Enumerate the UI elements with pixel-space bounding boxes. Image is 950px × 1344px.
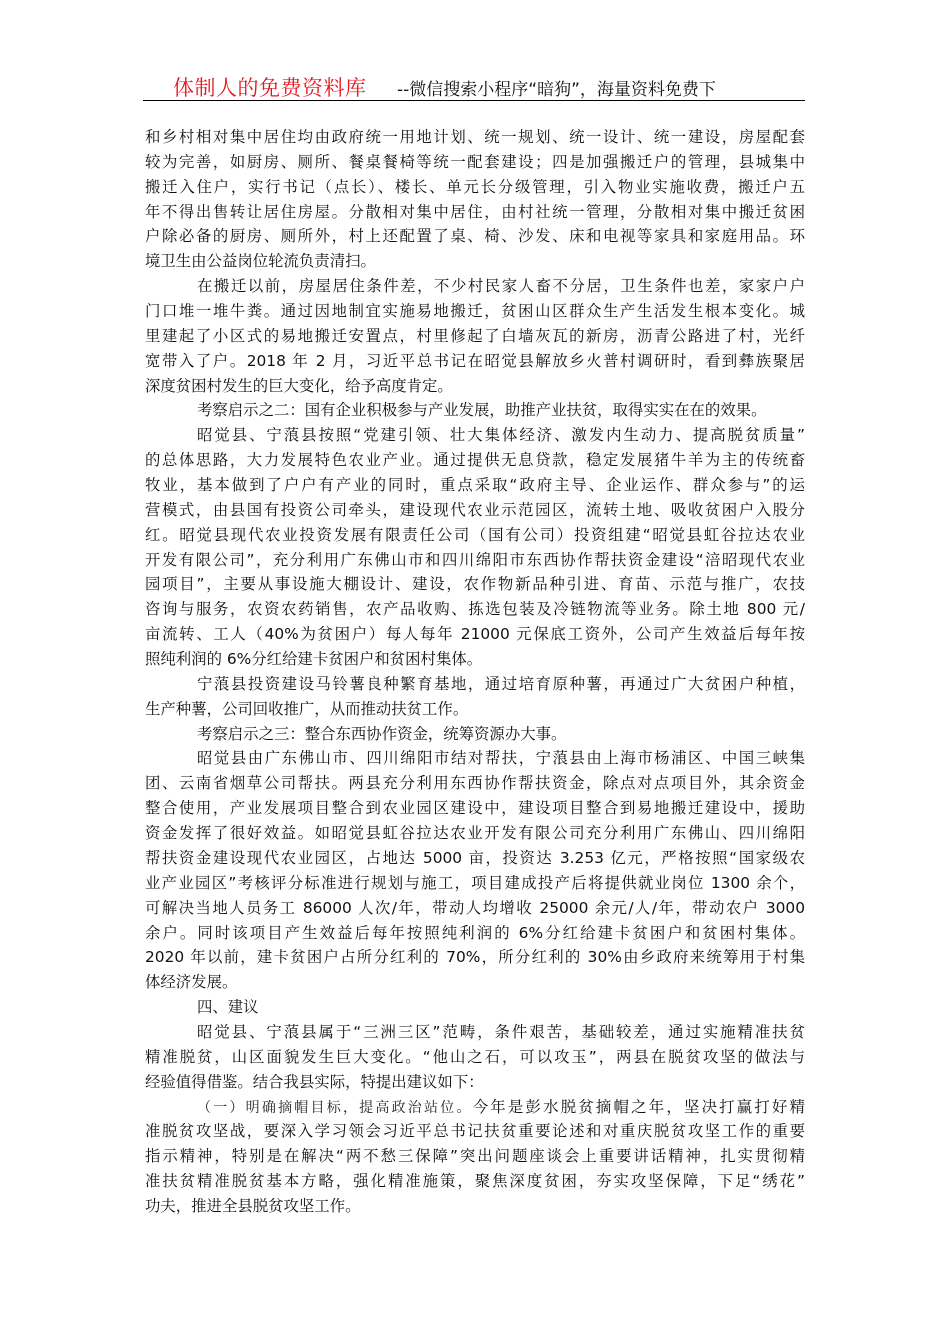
text-line: 亩流转、工人（40%为贫困户）每人每年 21000 元保底工资外，公司产生效益后每年按 — [145, 625, 805, 644]
text-line: 园项目”，主要从事设施大棚设计、建设，农作物新品种引进、育苗、示范与推广，农技 — [145, 575, 805, 594]
text-line: 宁蒗县投资建设马铃薯良种繁育基地，通过培育原种薯，再通过广大贫困户种植， — [197, 674, 805, 693]
header-tagline: --微信搜索小程序“暗狗”，海量资料免费下 — [397, 80, 716, 100]
text-line: 户除必备的厨房、厕所外，村上还配置了桌、椅、沙发、床和电视等家具和家庭用品。环 — [145, 227, 805, 246]
header-divider — [143, 100, 805, 101]
text-line: 开发有限公司”，充分利用广东佛山市和四川绵阳市东西协作帮扶资金建设“涪昭现代农业 — [145, 550, 805, 569]
paragraph — [145, 995, 805, 1020]
page-header — [143, 68, 805, 100]
paragraph — [145, 274, 805, 398]
text-line: 深度贫困村发生的巨大变化，给予高度肯定。 — [145, 376, 453, 395]
text-line: 的总体思路，大力发展特色农业产业。通过提供无息贷款，稳定发展猪牛羊为主的传统畜 — [145, 451, 805, 470]
text-line: 经验值得借鉴。结合我县实际，特提出建议如下： — [145, 1072, 484, 1091]
text-line: 准扶贫精准脱贫基本方略，强化精准施策，聚焦深度贫困，夯实攻坚保障，下足“绣花” — [145, 1172, 805, 1191]
text-line: 咨询与服务，农资农药销售，农产品收购、拣选包装及冷链物流等业务。除土地 800 元/ — [145, 600, 805, 619]
recommendation-heading: （一）明确摘帽目标，提高政治站位。 — [197, 1099, 473, 1116]
recommendation-paragraph — [145, 1095, 805, 1219]
text-line: 余户。同时该项目产生效益后每年按照纯利润的 6%分红给建卡贫困户和贫困村集体。 — [145, 923, 805, 942]
brand-title: 体制人的免费资料库 — [173, 76, 367, 100]
text-line: 整合使用，产业发展项目整合到农业园区建设中，建设项目整合到易地搬迁建设中，援助 — [145, 799, 805, 818]
text-line: 精准脱贫，山区面貌发生巨大变化。“他山之石，可以攻玉”，两县在脱贫攻坚的做法与 — [145, 1047, 805, 1066]
text-line: 资金发挥了很好效益。如昭觉县虹谷拉达农业开发有限公司充分利用广东佛山、四川绵阳 — [145, 824, 805, 843]
text-line: 体经济发展。 — [145, 973, 238, 992]
document-body — [145, 125, 805, 1219]
text-line: 在搬迁以前，房屋居住条件差，不少村民家人畜不分居，卫生条件也差，家家户户 — [197, 277, 805, 296]
text-line: 帮扶资金建设现代农业园区，占地达 5000 亩，投资达 3.253 亿元，严格按照“国家级农 — [145, 848, 805, 867]
text-line: 可解决当地人员务工 86000 人次/年，带动人均增收 25000 余元/人/年，带动农户 3000 — [145, 898, 805, 917]
text-line: 准脱贫攻坚战，要深入学习领会习近平总书记扶贫重要论述和对重庆脱贫攻坚工作的重要 — [145, 1122, 805, 1141]
text-line: 业产业园区”考核评分标准进行规划与施工，项目建成投产后将提供就业岗位 1300 余个， — [145, 873, 805, 892]
text-line: 昭觉县、宁蒗县按照“党建引领、壮大集体经济、激发内生动力、提高脱贫质量” — [197, 426, 805, 445]
text-line: 较为完善，如厨房、厕所、餐桌餐椅等统一配套建设；四是加强搬迁户的管理，县城集中 — [145, 152, 805, 171]
text-line: 和乡村相对集中居住均由政府统一用地计划、统一规划、统一设计、统一建设，房屋配套 — [145, 128, 805, 146]
paragraph — [145, 423, 805, 672]
text-line: 门口堆一堆牛粪。通过因地制宜实施易地搬迁，贫困山区群众生产生活发生根本变化。城 — [145, 302, 805, 321]
recommendation-text: 今年是彭水脱贫摘帽之年，坚决打赢打好精 — [472, 1097, 805, 1116]
paragraph — [145, 746, 805, 995]
text-line: 红。昭觉县现代农业投资发展有限责任公司（国有公司）投资组建“昭觉县虹谷拉达农业 — [145, 525, 805, 544]
text-line: 里建起了小区式的易地搬迁安置点，村里修起了白墙灰瓦的新房，沥青公路进了村，光纤 — [145, 326, 805, 345]
text-line: 搬迁入住户，实行书记（点长）、楼长、单元长分级管理，引入物业实施收费，搬迁户五 — [145, 177, 805, 196]
paragraph — [145, 398, 805, 423]
text-line: 年不得出售转让居住房屋。分散相对集中居住，由村社统一管理，分散相对集中搬迁贫困 — [145, 202, 805, 221]
text-line: 功夫，推进全县脱贫攻坚工作。 — [145, 1196, 361, 1215]
text-line: 考察启示之二：国有企业积极参与产业发展，助推产业扶贫，取得实实在在的效果。 — [197, 401, 767, 420]
paragraph — [145, 1020, 805, 1095]
paragraph — [145, 125, 805, 274]
paragraph — [145, 672, 805, 722]
text-line: 昭觉县、宁蒗县属于“三洲三区”范畴，条件艰苦，基础较差，通过实施精准扶贫 — [197, 1022, 805, 1041]
text-line: 2020 年以前，建卡贫困户占所分红利的 70%，所分红利的 30%由乡政府来统筹用于村集 — [145, 948, 805, 967]
text-line: 照纯利润的 6%分红给建卡贫困户和贫困村集体。 — [145, 650, 483, 669]
text-line: 境卫生由公益岗位轮流负责清扫。 — [145, 252, 376, 271]
text-line — [145, 1095, 805, 1120]
paragraph — [145, 722, 805, 747]
text-line: 牧业，基本做到了户户有产业的同时，重点采取“政府主导、企业运作、群众参与”的运 — [145, 476, 805, 495]
text-line: 考察启示之三：整合东西协作资金，统筹资源办大事。 — [197, 724, 567, 743]
text-line: 昭觉县由广东佛山市、四川绵阳市结对帮扶，宁蒗县由上海市杨浦区、中国三峡集 — [197, 749, 805, 768]
text-line: 四、建议 — [197, 998, 259, 1017]
text-line: 生产种薯，公司回收推广，从而推动扶贫工作。 — [145, 699, 469, 718]
text-line: 指示精神，特别是在解决“两不愁三保障”突出问题座谈会上重要讲话精神，扎实贯彻精 — [145, 1147, 805, 1166]
text-line: 团、云南省烟草公司帮扶。两县充分利用东西协作帮扶资金，除点对点项目外，其余资金 — [145, 774, 805, 793]
text-line: 宽带入了户。2018 年 2 月，习近平总书记在昭觉县解放乡火普村调研时，看到彝族聚居 — [145, 351, 805, 370]
text-line: 营模式，由县国有投资公司牵头，建设现代农业示范园区，流转土地、吸收贫困户入股分 — [145, 500, 805, 519]
